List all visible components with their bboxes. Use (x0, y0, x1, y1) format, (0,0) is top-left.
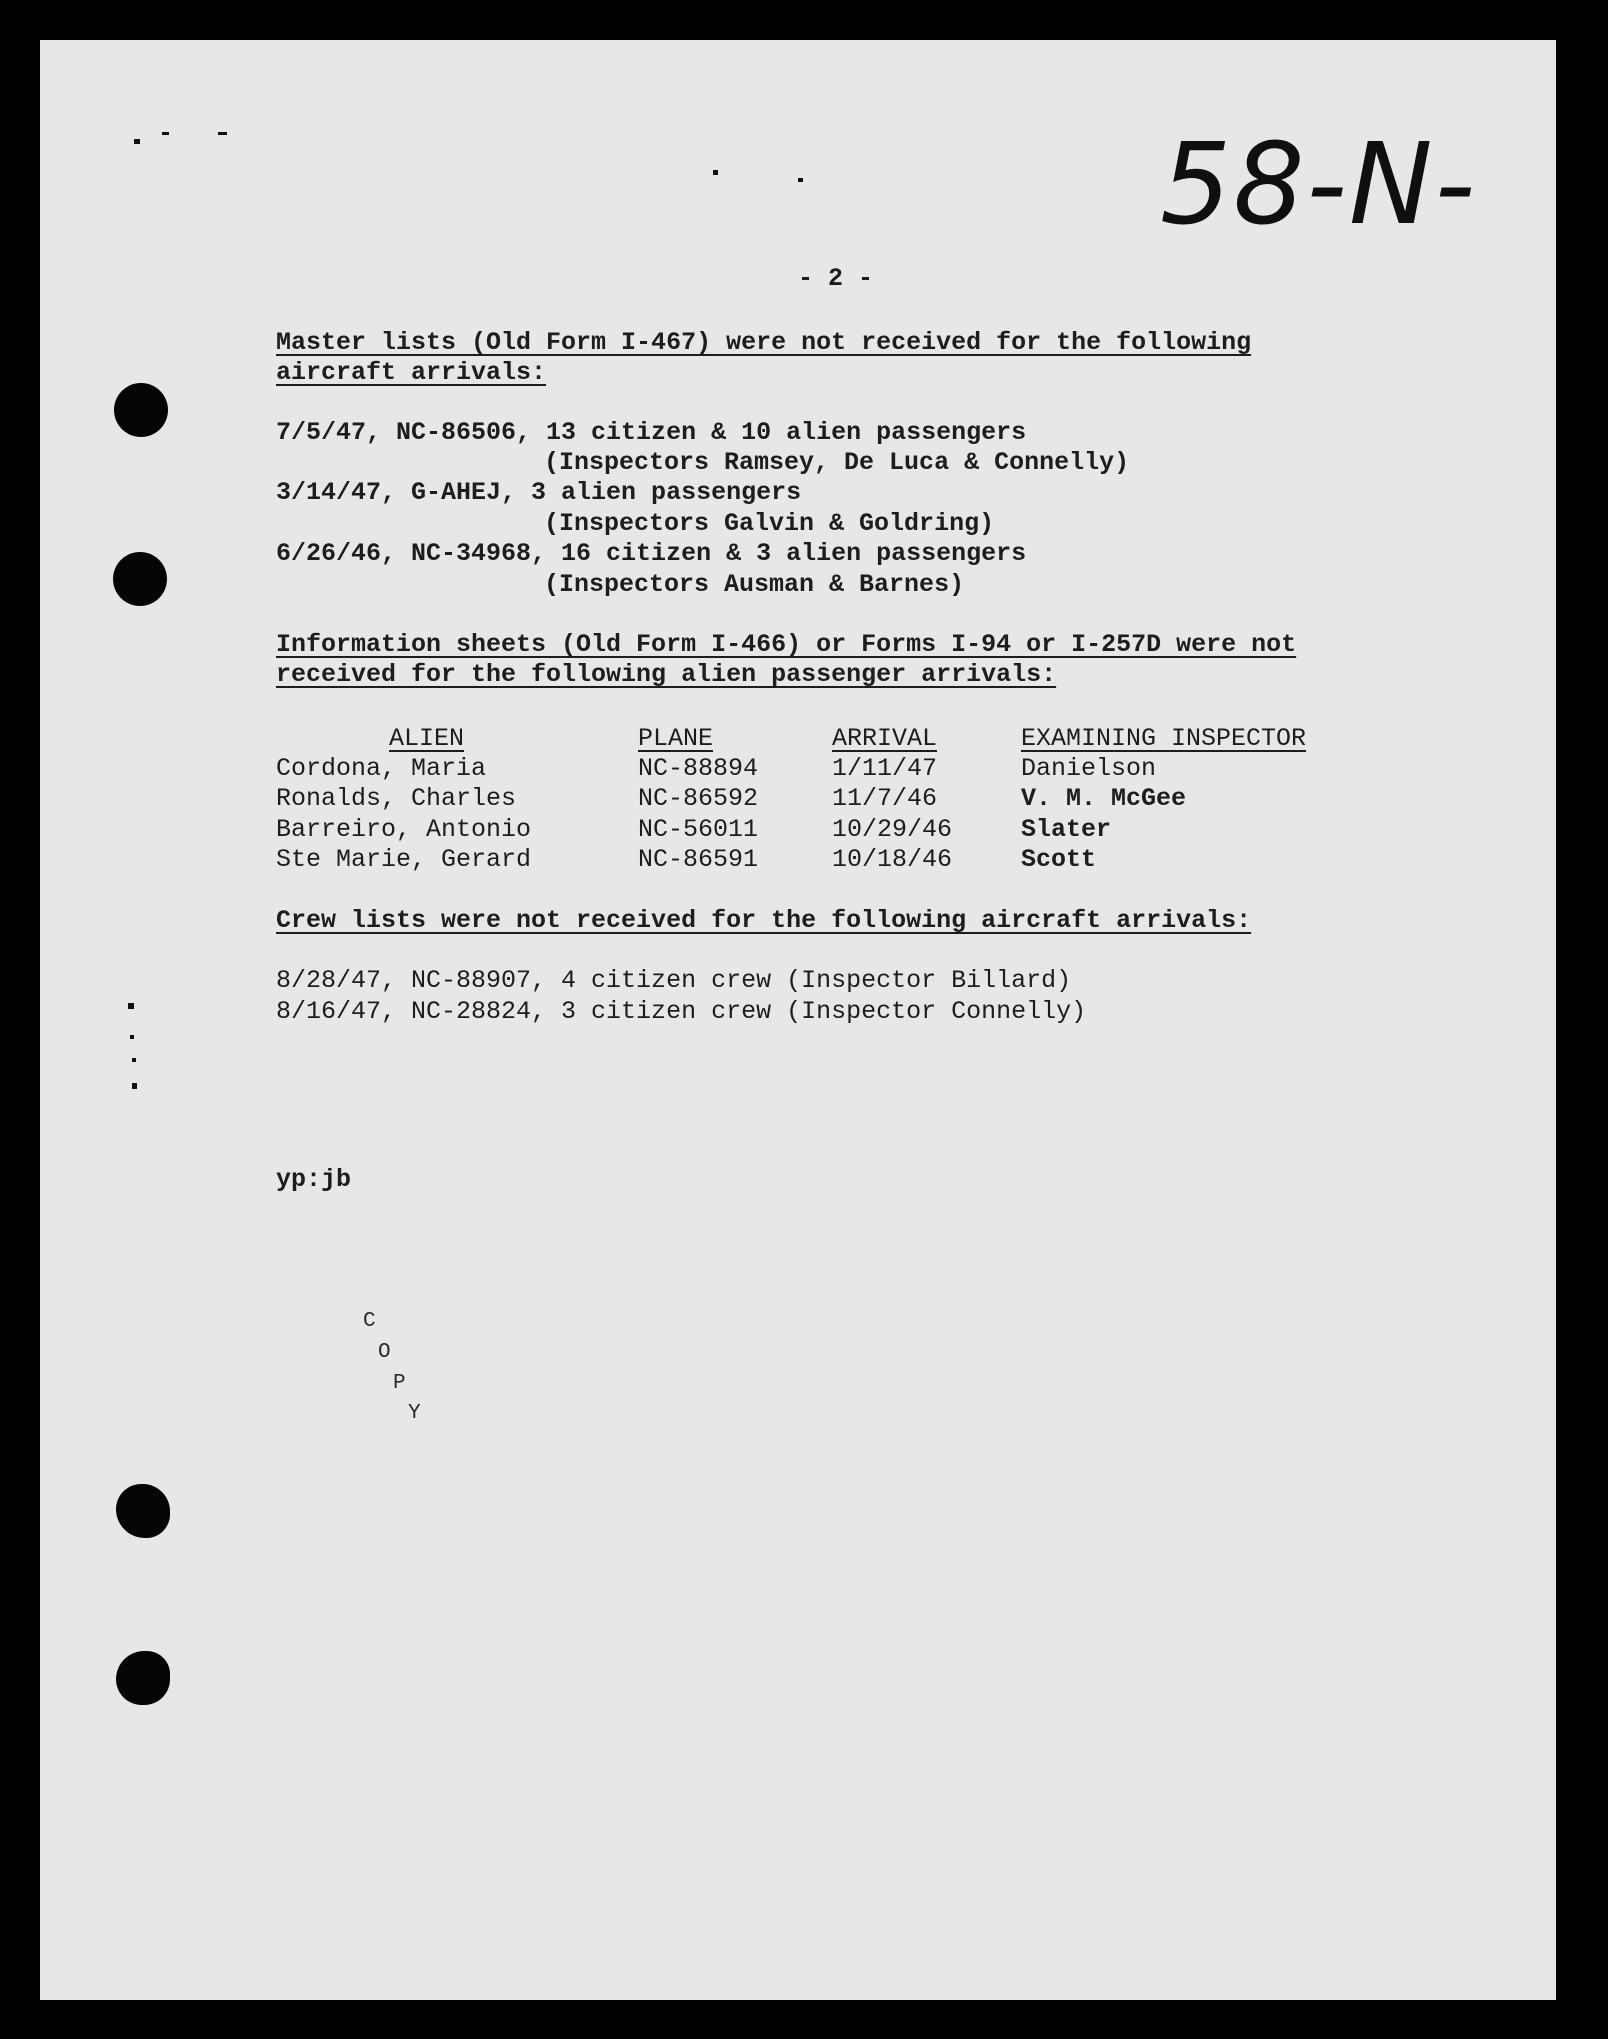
table-cell-arrival: 10/29/46 (832, 815, 953, 844)
table-cell-plane: NC-56011 (638, 815, 759, 844)
section1-heading-line2: aircraft arrivals: (276, 358, 547, 387)
ink-speck (128, 1003, 134, 1009)
table-cell-alien: Cordona, Maria (276, 754, 487, 783)
table-cell-inspector: Danielson (1021, 754, 1157, 783)
copy-stamp-letter: O (378, 1341, 391, 1364)
master-list-entry: 6/26/46, NC-34968, 16 citizen & 3 alien passengers (276, 539, 1027, 568)
table-header-examining-inspector: EXAMINING INSPECTOR (1021, 724, 1307, 753)
copy-stamp-letter: C (363, 1310, 376, 1333)
ink-speck (798, 178, 803, 182)
master-list-entry: 3/14/47, G-AHEJ, 3 alien passengers (276, 478, 802, 507)
page-number: - 2 - (798, 264, 874, 293)
punch-hole (114, 383, 168, 437)
crew-list-entry: 8/28/47, NC-88907, 4 citizen crew (Inspector Billard) (276, 966, 1072, 995)
table-cell-arrival: 1/11/47 (832, 754, 938, 783)
table-cell-alien: Barreiro, Antonio (276, 815, 532, 844)
master-list-inspectors: (Inspectors Ramsey, De Luca & Connelly) (544, 448, 1130, 477)
table-cell-inspector: Scott (1021, 845, 1097, 874)
table-cell-alien: Ste Marie, Gerard (276, 845, 532, 874)
section2-heading-line1: Information sheets (Old Form I-466) or Forms I-94 or I-257D were not (276, 630, 1297, 659)
table-cell-alien: Ronalds, Charles (276, 784, 517, 813)
punch-hole (113, 552, 167, 606)
section3-heading: Crew lists were not received for the following aircraft arrivals: (276, 906, 1252, 935)
section2-heading-line2: received for the following alien passenger arrivals: (276, 660, 1057, 689)
copy-stamp-letter: P (393, 1372, 406, 1395)
ink-speck (132, 1083, 137, 1089)
punch-hole (116, 1651, 170, 1705)
master-list-inspectors: (Inspectors Ausman & Barnes) (544, 570, 965, 599)
ink-speck (713, 170, 718, 175)
punch-hole (116, 1484, 170, 1538)
table-cell-plane: NC-86591 (638, 845, 759, 874)
copy-stamp-letter: Y (408, 1402, 421, 1425)
section1-heading-line1: Master lists (Old Form I-467) were not received for the following (276, 328, 1252, 357)
document-page (40, 40, 1556, 2000)
ink-speck (132, 1058, 136, 1062)
table-cell-arrival: 11/7/46 (832, 784, 938, 813)
ink-speck (162, 132, 169, 135)
master-list-inspectors: (Inspectors Galvin & Goldring) (544, 509, 995, 538)
handwritten-annotation: 58-N- (1160, 120, 1478, 250)
crew-list-entry: 8/16/47, NC-28824, 3 citizen crew (Inspector Connelly) (276, 997, 1087, 1026)
table-cell-inspector: V. M. McGee (1021, 784, 1187, 813)
master-list-entry: 7/5/47, NC-86506, 13 citizen & 10 alien passengers (276, 418, 1027, 447)
table-cell-arrival: 10/18/46 (832, 845, 953, 874)
ink-speck (130, 1035, 134, 1039)
ink-speck (134, 139, 140, 144)
table-cell-inspector: Slater (1021, 815, 1112, 844)
table-header-plane: PLANE (638, 724, 714, 753)
table-header-alien: ALIEN (389, 724, 465, 753)
table-cell-plane: NC-86592 (638, 784, 759, 813)
table-cell-plane: NC-88894 (638, 754, 759, 783)
table-header-arrival: ARRIVAL (832, 724, 938, 753)
typist-initials: yp:jb (276, 1165, 352, 1194)
ink-speck (218, 132, 227, 135)
